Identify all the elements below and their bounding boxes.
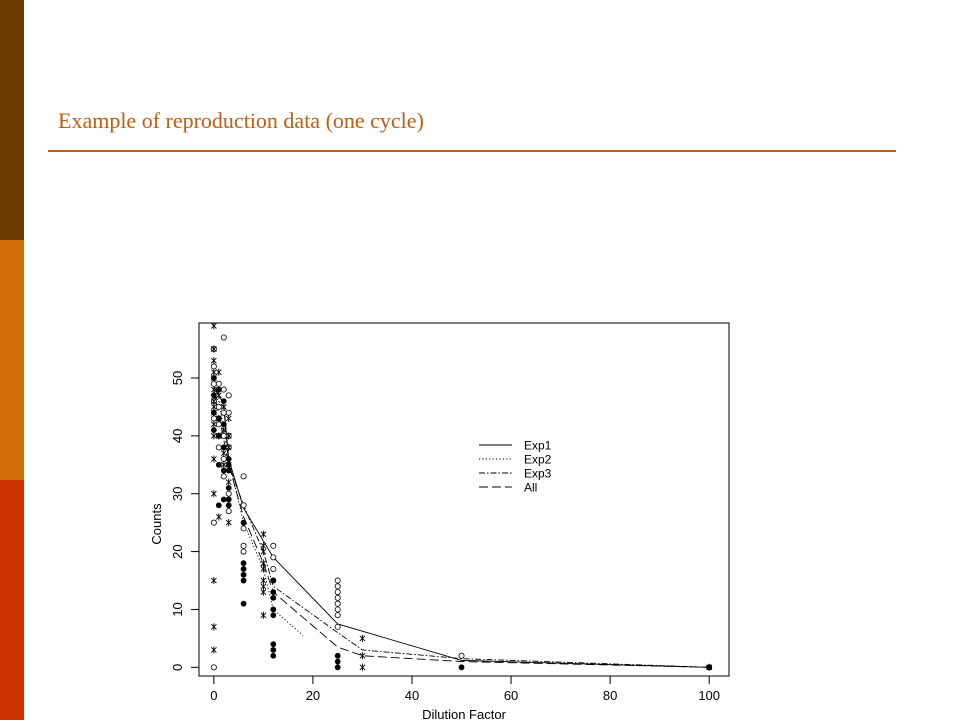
data-point-star <box>261 588 266 595</box>
x-axis-label: Dilution Factor <box>422 707 506 720</box>
data-point-star <box>261 612 266 619</box>
data-point-open-circle <box>241 503 246 508</box>
data-point-open-circle <box>226 491 231 496</box>
data-point-star <box>360 664 365 671</box>
y-tick-label: 30 <box>170 486 185 501</box>
data-point-open-circle <box>335 595 340 600</box>
data-point-star <box>211 490 216 497</box>
data-point-filled-circle <box>221 445 226 450</box>
data-point-star <box>360 635 365 642</box>
data-point-filled-circle <box>271 653 276 658</box>
data-point-filled-circle <box>241 578 246 583</box>
data-point-filled-circle <box>226 456 231 461</box>
data-point-filled-circle <box>459 665 464 670</box>
data-point-filled-circle <box>216 503 221 508</box>
data-point-filled-circle <box>216 462 221 467</box>
legend-label-exp3: Exp3 <box>524 466 552 481</box>
data-point-filled-circle <box>211 393 216 398</box>
data-point-star <box>211 455 216 462</box>
data-point-open-circle <box>221 474 226 479</box>
data-point-open-circle <box>221 335 226 340</box>
data-point-open-circle <box>271 555 276 560</box>
data-point-open-circle <box>216 381 221 386</box>
y-tick-label: 50 <box>170 370 185 386</box>
data-point-open-circle <box>226 393 231 398</box>
data-point-open-circle <box>216 404 221 409</box>
data-point-filled-circle <box>335 659 340 664</box>
data-point-open-circle <box>216 422 221 427</box>
y-tick-label: 40 <box>170 428 185 444</box>
data-point-filled-circle <box>241 520 246 525</box>
data-point-open-circle <box>211 364 216 369</box>
legend-label-exp1: Exp1 <box>524 438 552 453</box>
data-point-filled-circle <box>221 422 226 427</box>
data-point-star <box>261 548 266 555</box>
y-tick-label: 0 <box>170 663 185 671</box>
series-line-exp1 <box>214 387 709 668</box>
data-point-open-circle <box>221 456 226 461</box>
data-point-filled-circle <box>221 497 226 502</box>
data-point-star <box>221 450 226 457</box>
data-point-filled-circle <box>271 613 276 618</box>
y-axis-label: Counts <box>149 503 164 545</box>
data-point-star <box>211 357 216 364</box>
data-point-filled-circle <box>335 653 340 658</box>
legend-label-all: All <box>524 480 538 495</box>
data-point-filled-circle <box>226 497 231 502</box>
data-point-star <box>261 531 266 538</box>
data-point-star <box>226 519 231 526</box>
data-point-open-circle <box>211 520 216 525</box>
data-point-open-circle <box>221 387 226 392</box>
data-point-star <box>211 623 216 630</box>
data-point-filled-circle <box>271 642 276 647</box>
data-point-filled-circle <box>216 387 221 392</box>
slide-title: Example of reproduction data (one cycle) <box>58 108 424 133</box>
data-point-filled-circle <box>226 468 231 473</box>
data-point-filled-circle <box>241 566 246 571</box>
x-tick-label: 40 <box>404 688 420 703</box>
data-point-star <box>211 646 216 653</box>
x-tick-label: 60 <box>503 688 519 703</box>
data-point-open-circle <box>221 433 226 438</box>
data-point-filled-circle <box>271 589 276 594</box>
data-point-open-circle <box>241 549 246 554</box>
data-point-filled-circle <box>271 647 276 652</box>
data-point-open-circle <box>211 416 216 421</box>
data-point-open-circle <box>335 584 340 589</box>
plot-frame <box>199 323 729 676</box>
data-point-filled-circle <box>221 399 226 404</box>
data-point-open-circle <box>335 601 340 606</box>
series-line-all <box>214 390 709 668</box>
data-point-star <box>216 513 221 520</box>
data-point-open-circle <box>459 653 464 658</box>
data-point-filled-circle <box>335 665 340 670</box>
data-point-star <box>360 652 365 659</box>
data-point-star <box>226 479 231 486</box>
y-tick-label: 20 <box>170 544 185 559</box>
data-point-filled-circle <box>271 607 276 612</box>
data-point-open-circle <box>226 410 231 415</box>
data-point-filled-circle <box>241 561 246 566</box>
data-point-open-circle <box>271 543 276 548</box>
data-point-open-circle <box>216 445 221 450</box>
data-point-open-circle <box>211 381 216 386</box>
data-point-star <box>221 461 226 468</box>
data-point-star <box>226 415 231 422</box>
data-point-filled-circle <box>271 595 276 600</box>
data-point-open-circle <box>241 543 246 548</box>
x-tick-label: 0 <box>210 688 218 703</box>
series-line-exp3 <box>214 395 709 667</box>
data-point-open-circle <box>335 578 340 583</box>
data-point-open-circle <box>226 508 231 513</box>
data-point-open-circle <box>271 566 276 571</box>
data-point-star <box>211 421 216 428</box>
data-point-open-circle <box>335 607 340 612</box>
data-point-open-circle <box>335 589 340 594</box>
data-point-open-circle <box>335 613 340 618</box>
x-tick-label: 80 <box>602 688 618 703</box>
data-point-filled-circle <box>241 601 246 606</box>
data-point-star <box>211 577 216 584</box>
data-point-filled-circle <box>226 503 231 508</box>
data-point-open-circle <box>241 474 246 479</box>
data-point-filled-circle <box>226 485 231 490</box>
x-tick-label: 20 <box>305 688 321 703</box>
data-point-filled-circle <box>211 427 216 432</box>
data-point-open-circle <box>335 624 340 629</box>
data-point-open-circle <box>241 526 246 531</box>
data-point-star <box>211 432 216 439</box>
data-point-filled-circle <box>241 572 246 577</box>
data-point-open-circle <box>211 665 216 670</box>
y-tick-label: 10 <box>170 602 185 617</box>
data-point-filled-circle <box>271 578 276 583</box>
legend-label-exp2: Exp2 <box>524 452 552 467</box>
data-point-open-circle <box>221 410 226 415</box>
data-point-filled-circle <box>221 468 226 473</box>
x-tick-label: 100 <box>698 688 721 703</box>
data-point-star <box>216 369 221 376</box>
